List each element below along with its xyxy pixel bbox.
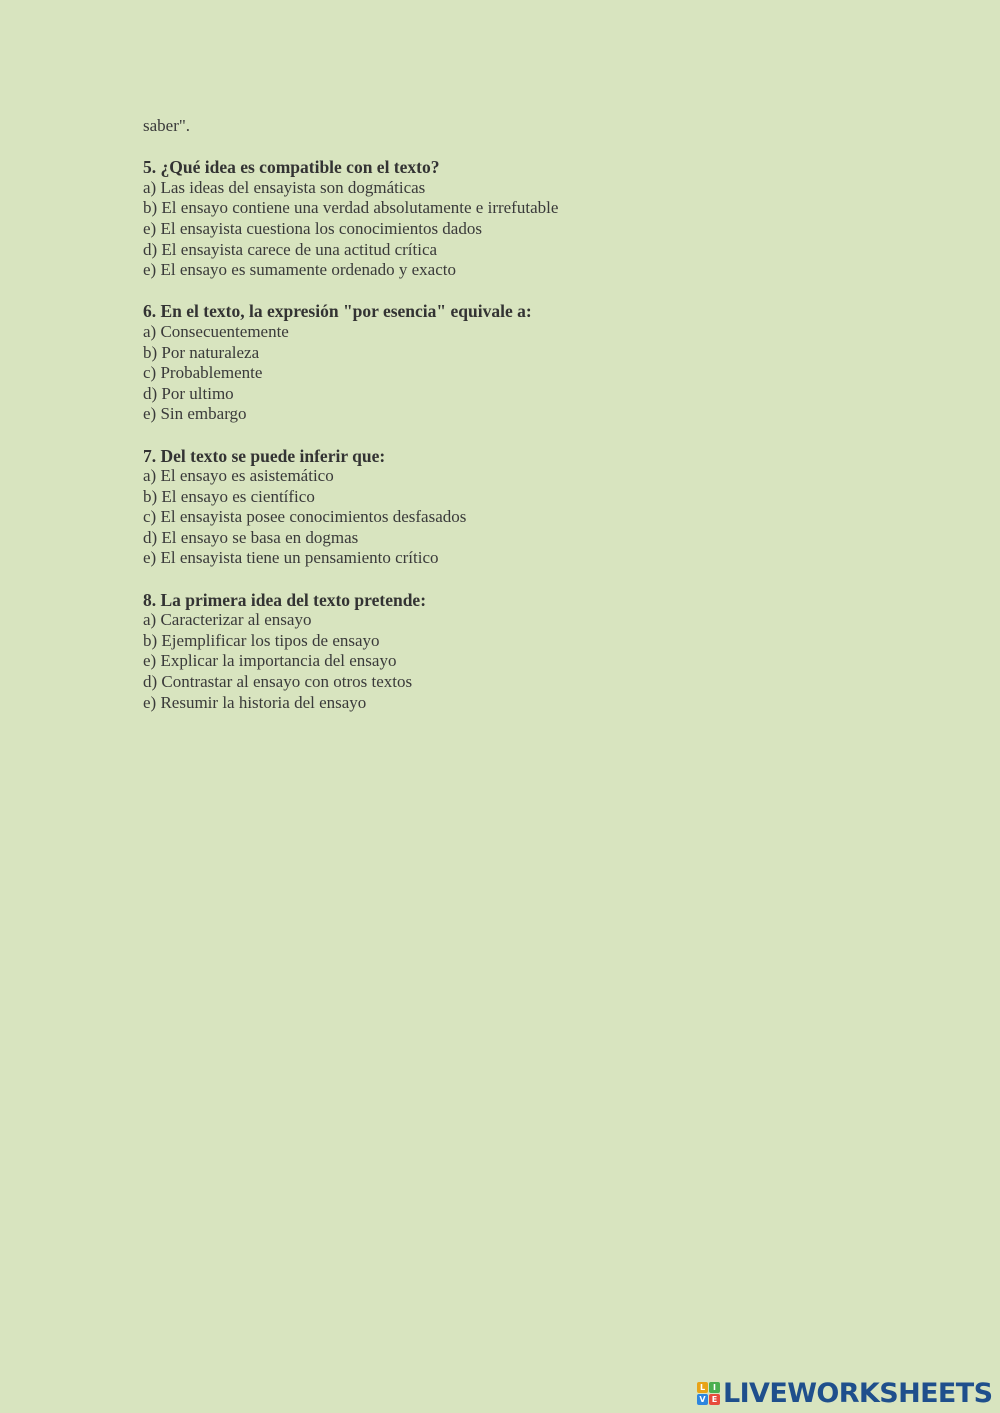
answer-option[interactable]: c) El ensayista posee conocimientos desfasados: [143, 507, 467, 527]
answer-option[interactable]: c) Probablemente: [143, 363, 263, 383]
liveworksheets-logo: [697, 1376, 992, 1410]
logo-text: LIVEWORKSHEETS: [723, 1377, 993, 1409]
question-6: [143, 301, 863, 425]
logo-mark-cell: I: [709, 1382, 720, 1393]
answer-option[interactable]: a) Consecuentemente: [143, 321, 289, 341]
question-title: 5. ¿Qué idea es compatible con el texto?: [143, 157, 440, 178]
worksheet-content: [143, 116, 863, 713]
answer-option[interactable]: d) Contrastar al ensayo con otros textos: [143, 672, 413, 692]
answer-option[interactable]: b) Ejemplificar los tipos de ensayo: [143, 630, 380, 650]
answer-option[interactable]: a) Caracterizar al ensayo: [143, 610, 312, 630]
question-title: 7. Del texto se puede inferir que:: [143, 445, 386, 466]
answer-option[interactable]: b) Por naturaleza: [143, 342, 260, 362]
answer-option[interactable]: e) Resumir la historia del ensayo: [143, 692, 367, 712]
intro-fragment: saber".: [143, 116, 191, 135]
answer-option[interactable]: b) El ensayo es científico: [143, 486, 315, 506]
logo-mark-cell: L: [697, 1382, 708, 1393]
answer-option[interactable]: e) El ensayista tiene un pensamiento crítico: [143, 548, 439, 568]
answer-option[interactable]: a) Las ideas del ensayista son dogmáticas: [143, 177, 426, 197]
answer-option[interactable]: b) El ensayo contiene una verdad absolutamente e irrefutable: [143, 198, 559, 218]
answer-option[interactable]: e) Explicar la importancia del ensayo: [143, 651, 397, 671]
answer-option[interactable]: d) El ensayista carece de una actitud crítica: [143, 239, 438, 259]
answer-option[interactable]: e) El ensayista cuestiona los conocimientos dados: [143, 218, 482, 238]
question-8: [143, 590, 863, 714]
logo-mark-icon: [697, 1382, 720, 1405]
answer-option[interactable]: d) Por ultimo: [143, 383, 234, 403]
question-7: [143, 446, 863, 570]
answer-option[interactable]: a) El ensayo es asistemático: [143, 466, 334, 486]
answer-option[interactable]: d) El ensayo se basa en dogmas: [143, 527, 359, 547]
question-title: 8. La primera idea del texto pretende:: [143, 589, 427, 610]
answer-option[interactable]: e) Sin embargo: [143, 404, 247, 424]
question-5: [143, 157, 863, 281]
answer-option[interactable]: e) El ensayo es sumamente ordenado y exacto: [143, 260, 456, 280]
question-title: 6. En el texto, la expresión "por esencia" equivale a:: [143, 301, 532, 322]
logo-mark-cell: V: [697, 1394, 708, 1405]
logo-mark-cell: E: [709, 1394, 720, 1405]
